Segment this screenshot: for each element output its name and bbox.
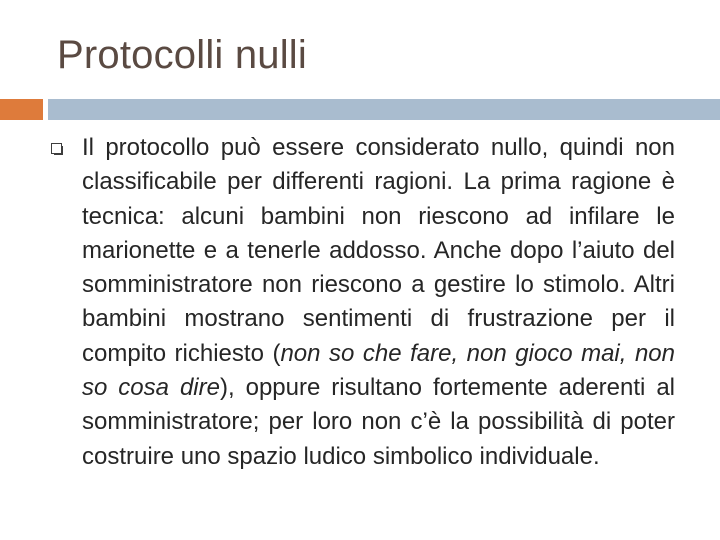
paragraph-text-start: Il protocollo può essere considerato nullo, quindi non classificabile per differenti ragioni. La prima ragione è tecnica: alcuni bambini non riescono ad infilare le marionette e a tenerle addosso. Anche dopo l’aiuto del somministratore non riescono a gestire lo stimolo. Altri bambini mostrano sentimenti di frustrazione per il compito richiesto (	[82, 134, 675, 367]
paragraph-italic-quote: non so che fare, non gioco mai, non so cosa dire	[82, 339, 675, 402]
square-bullet-icon	[51, 143, 62, 154]
title-accent-bar	[0, 99, 43, 120]
title-rule-bar	[48, 99, 720, 120]
paragraph-text-end: ), oppure risultano fortemente aderenti al somministratore; per loro non c’è la possibilità di poter costruire uno spazio ludico simbolico individuale.	[82, 374, 675, 470]
slide-title: Protocolli nulli	[57, 33, 307, 77]
bullet-paragraph	[82, 131, 675, 474]
